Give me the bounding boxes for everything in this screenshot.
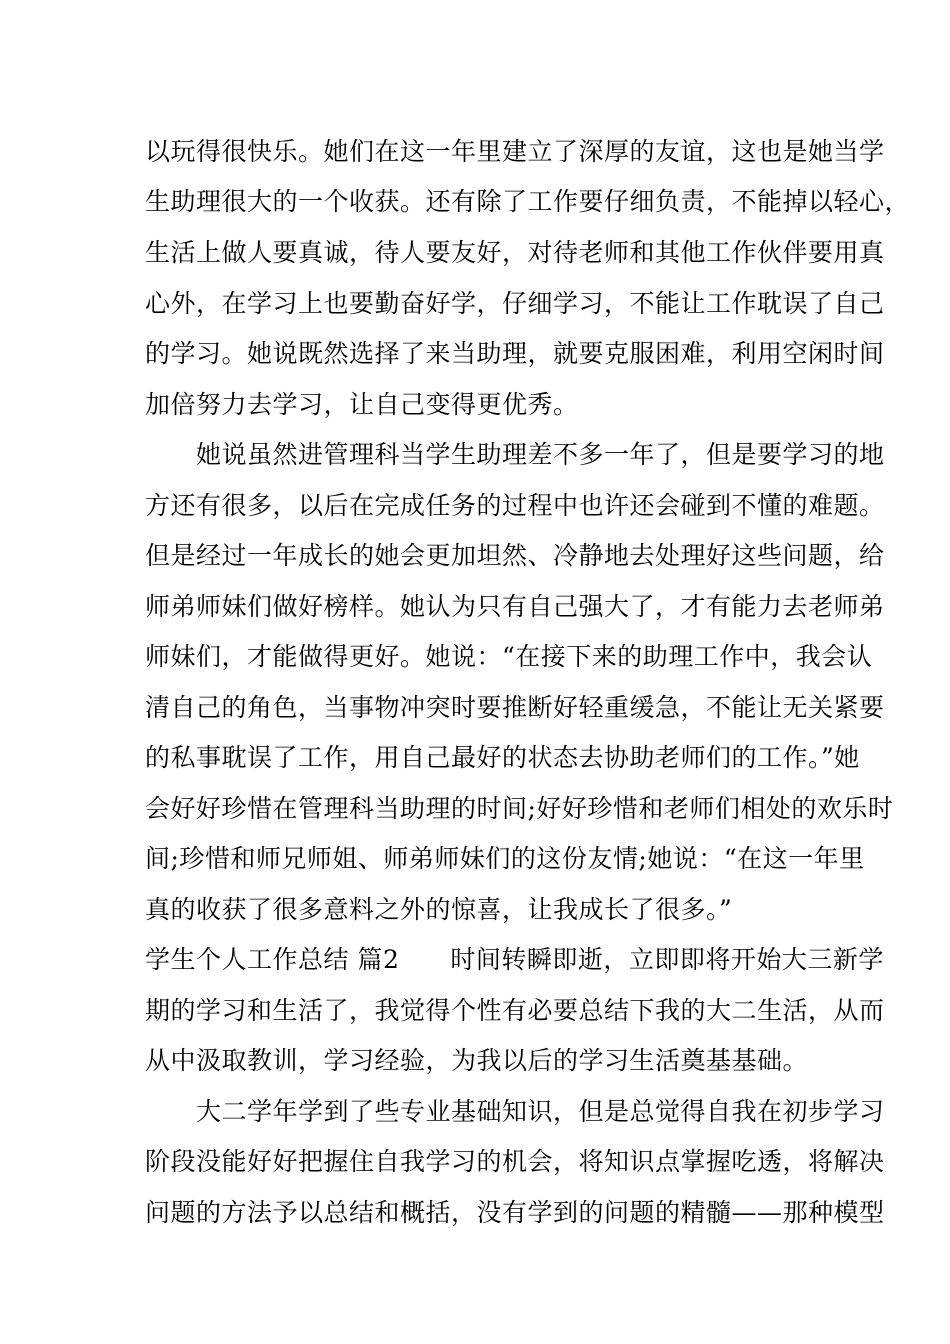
- text-line: 会好好珍惜在管理科当助理的时间;好好珍惜和老师们相处的欢乐时: [145, 794, 894, 823]
- section-heading-line: 学生个人工作总结 篇2 时间转瞬即逝，立即即将开始大三新学: [145, 945, 884, 974]
- text-line: 真的收获了很多意料之外的惊喜，让我成长了很多。”: [145, 895, 733, 924]
- text-line: 生助理很大的一个收获。还有除了工作要仔细负责，不能掉以轻心，: [145, 187, 911, 216]
- text-line: 师弟师妹们做好榜样。她认为只有自己强大了，才有能力去老师弟: [145, 592, 885, 621]
- text-line: 生活上做人要真诚，待人要友好，对待老师和其他工作伙伴要用真: [145, 238, 885, 267]
- text-line: 以玩得很快乐。她们在这一年里建立了深厚的友谊，这也是她当学: [145, 137, 885, 166]
- text-line: 方还有很多，以后在完成任务的过程中也许还会碰到不懂的难题。: [145, 491, 885, 520]
- text-line: 清自己的角色，当事物冲突时要推断好轻重缓急，不能让无关紧要: [145, 693, 885, 722]
- text-line: 间;珍惜和师兄师姐、师弟师妹们的这份友情;她说：“在这一年里: [145, 844, 865, 873]
- text-line: 的私事耽误了工作，用自己最好的状态去协助老师们的工作。”她: [145, 743, 860, 772]
- text-line: 的学习。她说既然选择了来当助理，就要克服困难，利用空闲时间: [145, 339, 885, 368]
- text-line: 她说虽然进管理科当学生助理差不多一年了，但是要学习的地: [145, 440, 885, 469]
- text-line: 期的学习和生活了，我觉得个性有必要总结下我的大二生活，从而: [145, 996, 885, 1025]
- text-line: 从中汲取教训，学习经验，为我以后的学习生活奠基基础。: [145, 1046, 809, 1075]
- text-line: 大二学年学到了些专业基础知识，但是总觉得自我在初步学习: [145, 1097, 885, 1126]
- text-line: 加倍努力去学习，让自己变得更优秀。: [145, 390, 579, 419]
- text-line: 师妹们，才能做得更好。她说：“在接下来的助理工作中，我会认: [145, 642, 873, 671]
- text-line: 阶段没能好好把握住自我学习的机会，将知识点掌握吃透，将解决: [145, 1147, 885, 1176]
- text-line: 问题的方法予以总结和概括，没有学到的问题的精髓——那种模型: [145, 1198, 885, 1227]
- text-line: 但是经过一年成长的她会更加坦然、冷静地去处理好这些问题，给: [145, 541, 885, 570]
- text-line: 心外，在学习上也要勤奋好学，仔细学习，不能让工作耽误了自己: [145, 289, 885, 318]
